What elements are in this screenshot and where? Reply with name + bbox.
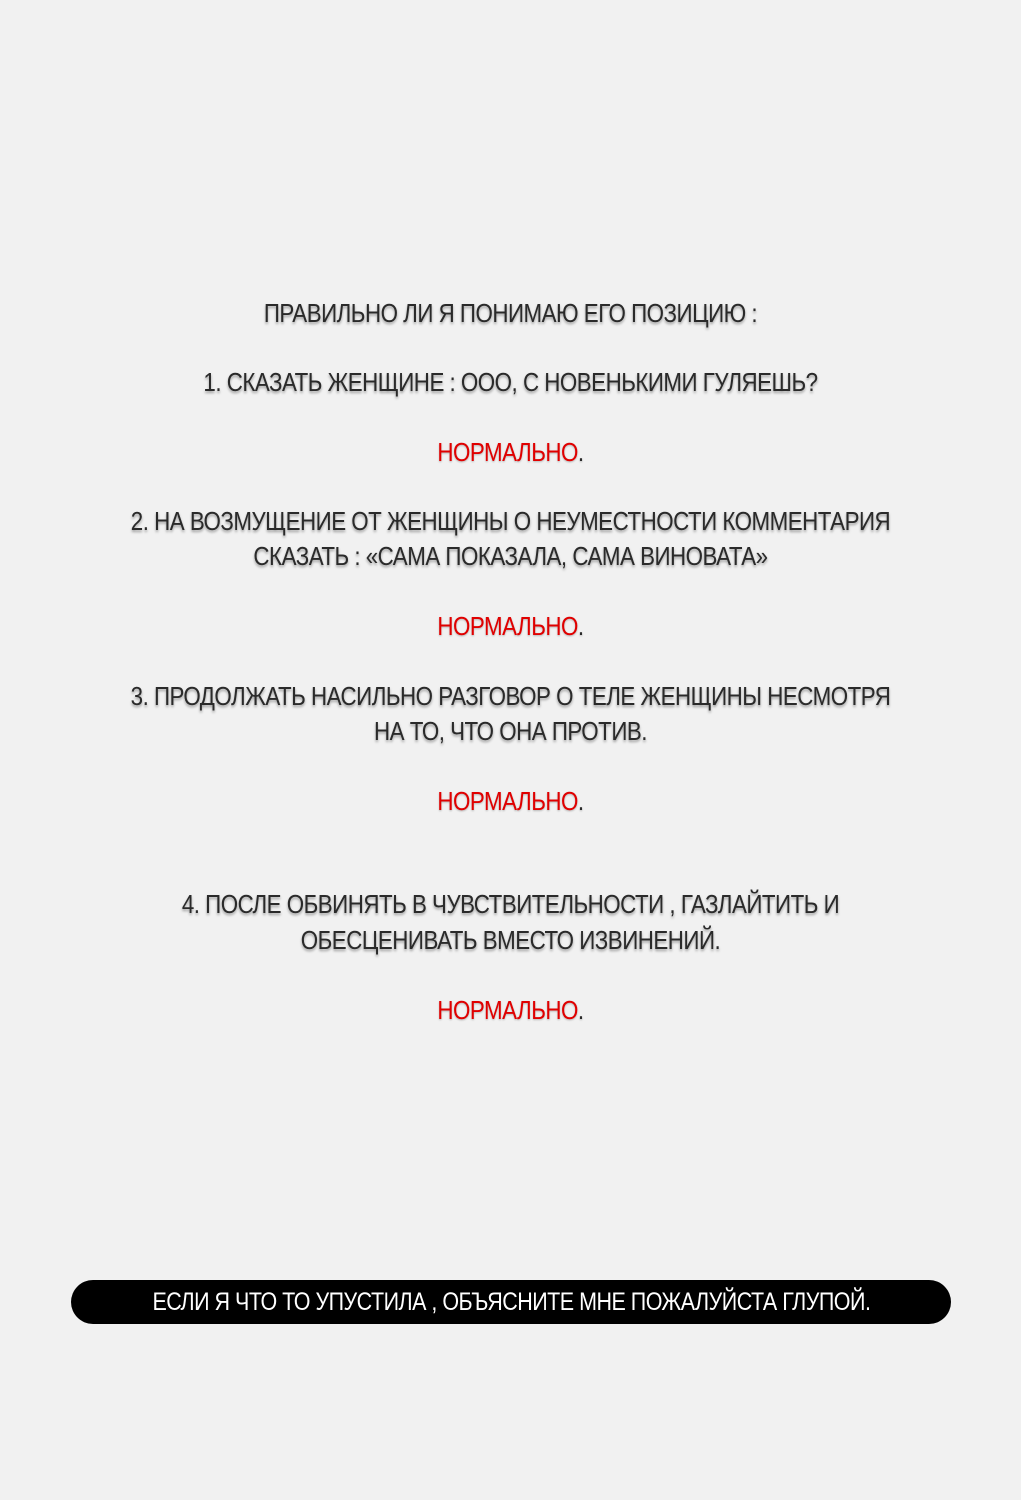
verdict-dot: . <box>577 786 584 816</box>
item-3-line-1: 3. ПРОДОЛЖАТЬ НАСИЛЬНО РАЗГОВОР О ТЕЛЕ ЖЕНЩИНЫ НЕСМОТРЯ <box>130 681 891 711</box>
verdict-text: НОРМАЛЬНО <box>437 611 578 641</box>
heading: ПРАВИЛЬНО ЛИ Я ПОНИМАЮ ЕГО ПОЗИЦИЮ : <box>263 298 758 328</box>
item-1-verdict <box>71 434 949 470</box>
verdict-text: НОРМАЛЬНО <box>437 437 578 467</box>
item-3-line-2: НА ТО, ЧТО ОНА ПРОТИВ. <box>374 716 647 746</box>
item-2-line-2: СКАЗАТЬ : «САМА ПОКАЗАЛА, САМА ВИНОВАТА» <box>253 541 768 571</box>
verdict-dot: . <box>577 995 584 1025</box>
item-4-line-2: ОБЕСЦЕНИВАТЬ ВМЕСТО ИЗВИНЕНИЙ. <box>300 925 721 955</box>
footer-pill <box>71 1280 951 1324</box>
verdict-dot: . <box>577 611 584 641</box>
verdict-text: НОРМАЛЬНО <box>437 995 578 1025</box>
item-4-line-1: 4. ПОСЛЕ ОБВИНЯТЬ В ЧУВСТВИТЕЛЬНОСТИ , ГАЗЛАЙТИТЬ И <box>181 889 840 919</box>
footer-pill-text: ЕСЛИ Я ЧТО ТО УПУСТИЛА , ОБЪЯСНИТЕ МНЕ ПОЖАЛУЙСТА ГЛУПОЙ. <box>152 1287 870 1316</box>
item-2-verdict <box>71 608 949 644</box>
item-3-verdict <box>71 783 949 819</box>
item-4-verdict <box>71 992 949 1028</box>
verdict-text: НОРМАЛЬНО <box>437 786 578 816</box>
item-1-line-1: 1. СКАЗАТЬ ЖЕНЩИНЕ : ООО, С НОВЕНЬКИМИ ГУЛЯЕШЬ? <box>203 367 818 397</box>
verdict-dot: . <box>577 437 584 467</box>
item-2-line-1: 2. НА ВОЗМУЩЕНИЕ ОТ ЖЕНЩИНЫ О НЕУМЕСТНОСТИ КОММЕНТАРИЯ <box>130 506 891 536</box>
